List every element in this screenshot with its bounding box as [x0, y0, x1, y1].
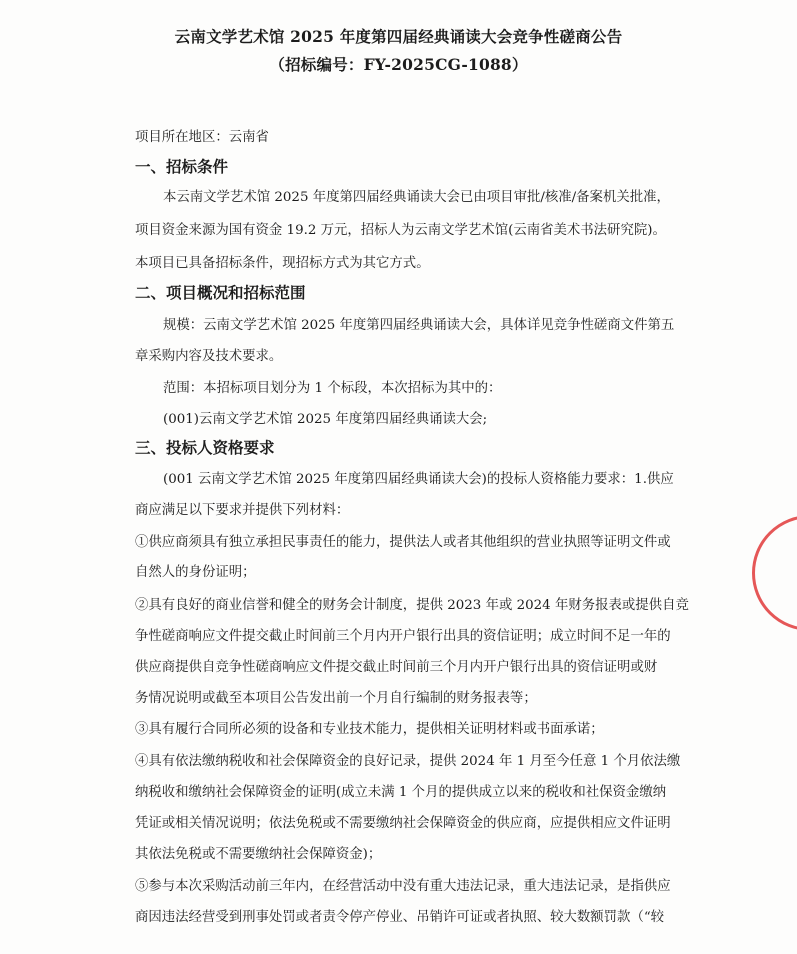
paragraph-line: (001)云南文学艺术馆 2025 年度第四届经典诵读大会; — [163, 412, 488, 427]
requirement-line: 争性磋商响应文件提交截止时间前三个月内开户银行出具的资信证明；成立时间不足一年的 — [135, 629, 671, 644]
section-heading-3: 三、投标人资格要求 — [135, 438, 275, 457]
paragraph-line: 本项目已具备招标条件，现招标方式为其它方式。 — [135, 256, 430, 271]
paragraph-line: 项目资金来源为国有资金 19.2 万元，招标人为云南文学艺术馆(云南省美术书法研究院)。 — [135, 223, 666, 238]
document-title: 云南文学艺术馆 2025 年度第四届经典诵读大会竞争性磋商公告 — [174, 27, 623, 46]
tender-number: （招标编号：FY-2025CG-1088） — [269, 55, 528, 74]
paragraph-line: (001 云南文学艺术馆 2025 年度第四届经典诵读大会)的投标人资格能力要求：1.供应 — [163, 472, 674, 487]
paragraph-line: 章采购内容及技术要求。 — [135, 349, 283, 364]
requirement-line: 其依法免税或不需要缴纳社会保障资金)； — [135, 847, 382, 862]
requirement-line: ⑤参与本次采购活动前三年内，在经营活动中没有重大违法记录，重大违法记录，是指供应 — [135, 879, 671, 894]
paragraph-line: 规模：云南文学艺术馆 2025 年度第四届经典诵读大会，具体详见竞争性磋商文件第五 — [163, 318, 675, 333]
requirement-line: 纳税收和缴纳社会保障资金的证明(成立未满 1 个月的提供成立以来的税收和社保资金缴纳 — [135, 785, 667, 800]
paragraph-line: 范围：本招标项目划分为 1 个标段，本次招标为其中的： — [163, 381, 502, 396]
requirement-line: 凭证或相关情况说明；依法免税或不需要缴纳社会保障资金的供应商，应提供相应文件证明 — [135, 816, 671, 831]
requirement-line: 自然人的身份证明； — [135, 565, 256, 580]
requirement-line: ①供应商须具有独立承担民事责任的能力，提供法人或者其他组织的营业执照等证明文件或 — [135, 535, 671, 550]
project-region: 项目所在地区：云南省 — [135, 130, 269, 145]
requirement-line: ④具有依法缴纳税收和社会保障资金的良好记录，提供 2024 年 1 月至今任意 1 个月依法缴 — [135, 754, 681, 769]
paragraph-line: 本云南文学艺术馆 2025 年度第四届经典诵读大会已由项目审批/核准/备案机关批准， — [163, 190, 670, 205]
requirement-line: 务情况说明或截至本项目公告发出前一个月自行编制的财务报表等； — [135, 691, 537, 706]
section-heading-1: 一、招标条件 — [135, 157, 229, 176]
requirement-line: ③具有履行合同所必须的设备和专业技术能力，提供相关证明材料或书面承诺； — [135, 722, 604, 737]
paragraph-line: 商应满足以下要求并提供下列材料： — [135, 503, 350, 518]
requirement-line: ②具有良好的商业信誉和健全的财务会计制度，提供 2023 年或 2024 年财务报表或提供自竞 — [135, 598, 689, 613]
requirement-line: 商因违法经营受到刑事处罚或者责令停产停业、吊销许可证或者执照、较大数额罚款（“较 — [135, 910, 665, 925]
requirement-line: 供应商提供自竞争性磋商响应文件提交截止时间前三个月内开户银行出具的资信证明或财 — [135, 660, 658, 675]
official-seal — [752, 515, 797, 631]
section-heading-2: 二、项目概况和招标范围 — [135, 283, 306, 302]
